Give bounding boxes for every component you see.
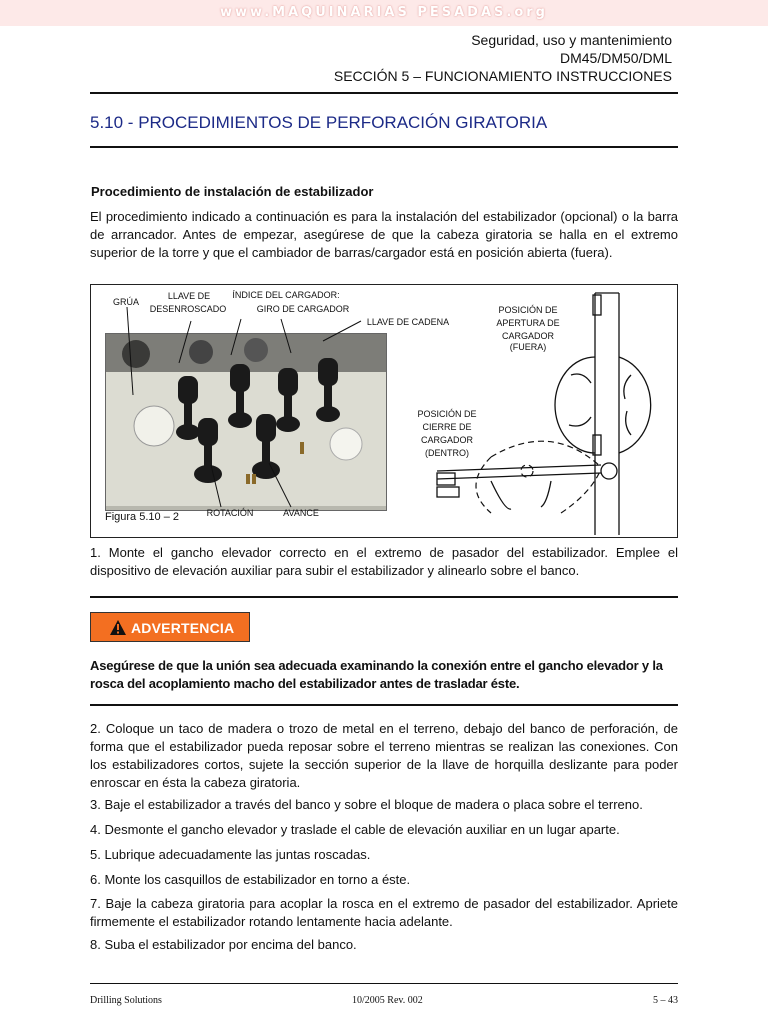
label-llave-desenroscado-2: DESENROSCADO	[149, 304, 227, 314]
section-title: 5.10 - PROCEDIMIENTOS DE PERFORACIÓN GIRATORIA	[90, 113, 548, 132]
top-banner	[0, 0, 768, 26]
warning-label: ADVERTENCIA	[131, 620, 235, 636]
header-title: Seguridad, uso y mantenimiento	[471, 32, 672, 48]
label-llave-cadena: LLAVE DE CADENA	[366, 317, 450, 327]
step-3: 3. Baje el estabilizador a través del banco y sobre el bloque de madera o placa sobre el terreno.	[90, 797, 643, 812]
warning-triangle-icon	[109, 619, 127, 636]
footer-rule	[90, 983, 678, 984]
figure-caption: Figura 5.10 – 2	[105, 511, 179, 523]
warning-rule-bottom	[90, 704, 678, 706]
label-llave-desenroscado-1: LLAVE DE	[167, 291, 211, 301]
header-section: SECCIÓN 5 – FUNCIONAMIENTO INSTRUCCIONES	[333, 68, 672, 84]
label-rotacion: ROTACIÓN	[206, 508, 254, 518]
warning-label-box	[90, 612, 250, 642]
warning-rule-top	[90, 596, 678, 598]
step-8: 8. Suba el estabilizador por encima del banco.	[90, 937, 357, 952]
label-indice-cargador-1: ÍNDICE DEL CARGADOR:	[232, 290, 340, 300]
section-rule	[90, 146, 678, 148]
step-2: 2. Coloque un taco de madera o trozo de metal en el terreno, debajo del banco de perforación, de forma que el estabilizador pueda reposar sobre el terreno mientras se realizan las conexiones. Con los estabilizadores cortos, sujete la sección superior de la llave de horquilla deslizante para poder enroscar en ésta la cabeza giratoria.	[90, 721, 678, 790]
subheading: Procedimiento de instalación de estabilizador	[91, 184, 374, 199]
step-1: 1. Monte el gancho elevador correcto en el extremo de pasador del estabilizador. Emplee el dispositivo de elevación auxiliar para subir el estabilizador y alinearlo sobre el banco.	[90, 545, 678, 578]
figure	[90, 284, 678, 538]
label-apertura-3: CARGADOR (FUERA)	[501, 331, 554, 352]
label-apertura-2: APERTURA DE	[496, 318, 560, 328]
label-cierre-1: POSICIÓN DE	[417, 409, 477, 419]
label-cierre-2: CIERRE DE	[422, 422, 472, 432]
intro-paragraph: El procedimiento indicado a continuación es para la instalación del estabilizador (opcional) o la barra de arrancador. Antes de empezar, asegúrese de que la cabeza giratoria se halla en el extremo superior de la torre y que el cambiador de barras/cargador está en posición abierta (fuera).	[90, 209, 678, 260]
label-grua: GRÚA	[113, 297, 140, 307]
footer-right: 5 – 43	[653, 995, 678, 1006]
header-model: DM45/DM50/DML	[559, 50, 672, 66]
step-5: 5. Lubrique adecuadamente las juntas roscadas.	[90, 847, 371, 862]
footer-center: 10/2005 Rev. 002	[352, 995, 423, 1006]
watermark: www.MAQUINARIAS PESADAS.org	[220, 5, 548, 20]
footer-left: Drilling Solutions	[90, 995, 162, 1006]
label-apertura-1: POSICIÓN DE	[498, 305, 558, 315]
header-rule	[90, 92, 678, 94]
step-4: 4. Desmonte el gancho elevador y traslade el cable de elevación auxiliar en un lugar aparte.	[90, 822, 620, 837]
step-7: 7. Baje la cabeza giratoria para acoplar la rosca en el extremo de pasador del estabilizador. Apriete firmemente el estabilizador rotando lentamente hacia adelante.	[90, 896, 678, 929]
label-avance: AVANCE	[283, 508, 319, 518]
step-6: 6. Monte los casquillos de estabilizador en torno a éste.	[90, 872, 411, 887]
label-cierre-4: (DENTRO)	[425, 448, 469, 458]
warning-text: Asegúrese de que la unión sea adecuada examinando la conexión entre el gancho elevador y la rosca del acoplamiento macho del estabilizador antes de trasladar éste.	[90, 658, 663, 691]
label-indice-cargador-2: GIRO DE CARGADOR	[256, 304, 350, 314]
label-cierre-3: CARGADOR	[420, 435, 473, 445]
